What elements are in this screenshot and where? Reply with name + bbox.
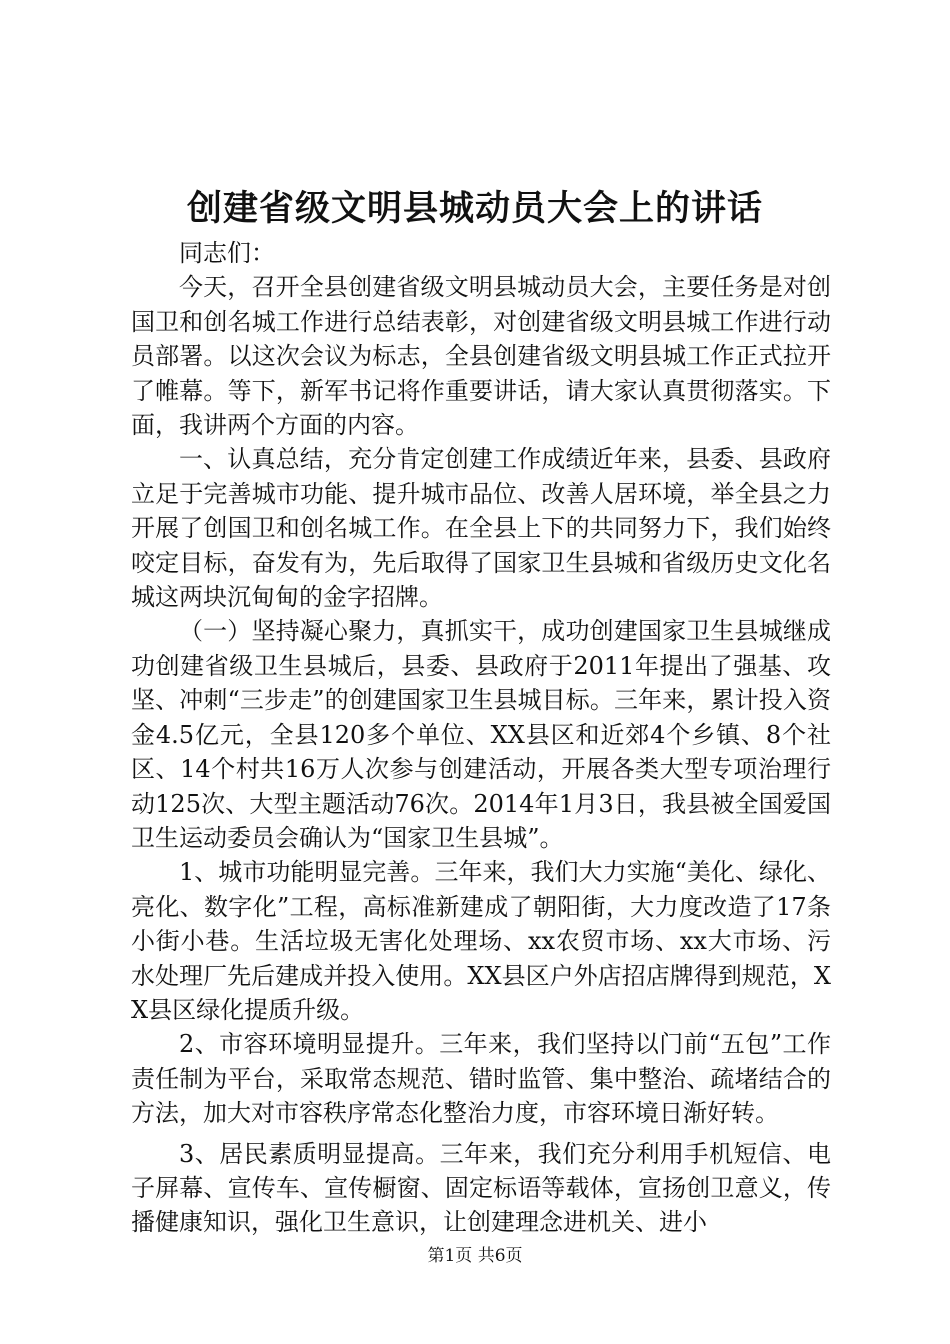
document-title: 创建省级文明县城动员大会上的讲话 — [186, 188, 763, 229]
paragraph-item-3: 3、居民素质明显提高。三年来，我们充分利用手机短信、电子屏幕、宣传车、宣传橱窗、固定标语等载体，宣扬创卫意义，传播健康知识，强化卫生意识，让创建理念进机关、进小 — [131, 1139, 831, 1237]
paragraph-subsection-one: （一）坚持凝心聚力，真抓实干，成功创建国家卫生县城继成功创建省级卫生县城后，县委、县政府于2011年提出了强基、攻坚、冲刺“三步走”的创建国家卫生县城目标。三年来，累计投入资金4.5亿元，全县120多个单位、XX县区和近郊4个乡镇、8个社区、14个村共16万人次参与创建活动，开展各类大型专项治理行动125次、大型主题活动76次。2014年1月3日，我县被全国爱国卫生运动委员会确认为“国家卫生县城”。 — [131, 617, 831, 852]
paragraph-item-2: 2、市容环境明显提升。三年来，我们坚持以门前“五包”工作责任制为平台，采取常态规范、错时监管、集中整治、疏堵结合的方法，加大对市容秩序常态化整治力度，市容环境日渐好转。 — [131, 1030, 831, 1128]
page-number: 第1页 共6页 — [427, 1246, 523, 1266]
document-body — [131, 236, 831, 1240]
paragraph-intro: 今天，召开全县创建省级文明县城动员大会，主要任务是对创国卫和创名城工作进行总结表彰，对创建省级文明县城工作进行动员部署。以这次会议为标志，全县创建省级文明县城工作正式拉开了帷幕。等下，新军书记将作重要讲话，请大家认真贯彻落实。下面，我讲两个方面的内容。 — [131, 273, 831, 440]
paragraph-section-one: 一、认真总结，充分肯定创建工作成绩近年来，县委、县政府立足于完善城市功能、提升城市品位、改善人居环境，举全县之力开展了创国卫和创名城工作。在全县上下的共同努力下，我们始终咬定目标，奋发有为，先后取得了国家卫生县城和省级历史文化名城这两块沉甸甸的金字招牌。 — [131, 445, 831, 612]
salutation: 同志们： — [179, 239, 275, 267]
paragraph-item-1: 1、城市功能明显完善。三年来，我们大力实施“美化、绿化、亮化、数字化”工程，高标准新建成了朝阳街，大力度改造了17条小街小巷。生活垃圾无害化处理场、xx农贸市场、xx大市场、污水处理厂先后建成并投入使用。XX县区户外店招店牌得到规范，XX县区绿化提质升级。 — [131, 858, 831, 1024]
